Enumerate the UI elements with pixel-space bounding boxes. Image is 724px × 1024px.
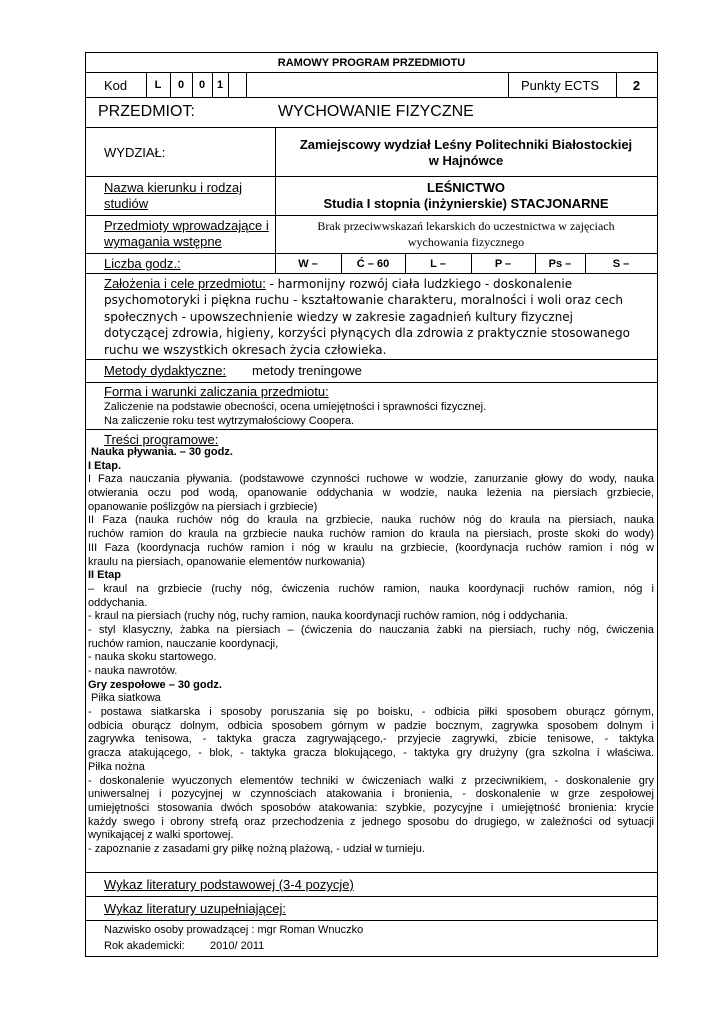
content-line: II Faza (nauka ruchów nóg do kraula na grzbiecie, nauka ruchów nóg do kraula na piersiach, nauka bbox=[88, 514, 654, 527]
kod-cell-1: L bbox=[154, 79, 162, 91]
content-line: wynikającej z walki sportowej. bbox=[88, 829, 234, 842]
content-row bbox=[86, 430, 657, 873]
field-value-line1: LEŚNICTWO bbox=[427, 180, 505, 195]
content-line: I Faza nauczania pływania. (podstawowe czynności ruchowe w wodzie, zanurzanie głowy do wody, nauka bbox=[88, 473, 654, 486]
code-row bbox=[86, 73, 657, 98]
content-line: opanowanie poślizgów na piersiach i grzbiecie) bbox=[88, 500, 318, 513]
content-line: Nauka pływania. – 30 godz. bbox=[88, 446, 233, 458]
goals-line2: psychomotoryki i piękna ruchu - kształtowanie charakteru, moralności i woli oraz cech bbox=[104, 293, 623, 308]
subject-value: WYCHOWANIE FIZYCZNE bbox=[278, 103, 474, 120]
content-line: – kraul na grzbiecie (ruchy nóg, ćwiczenia ruchów ramion, nauka koordynacji ruchów ramion, nóg i bbox=[88, 582, 654, 595]
assessment-label: Forma i warunki zaliczania przedmiotu: bbox=[104, 384, 329, 399]
content-line: Piłka siatkowa bbox=[88, 692, 161, 705]
goals-line3: społecznych - upowszechnienie wiedzy w zakresie zagadnień kultury fizycznej bbox=[104, 309, 574, 324]
methods-label: Metody dydaktyczne: bbox=[104, 363, 227, 378]
field-label-line1: Nazwa kierunku i rodzaj bbox=[104, 180, 243, 195]
field-value-line2: Studia I stopnia (inżynierskie) STACJONARNE bbox=[323, 196, 609, 211]
prereq-label-line2: wymagania wstępne bbox=[104, 234, 222, 249]
title-row bbox=[86, 53, 657, 73]
methods-value: metody treningowe bbox=[252, 363, 362, 378]
assessment-line2: Na zaliczenie roku test wytrzymałościowy Coopera. bbox=[104, 415, 355, 427]
document-title: RAMOWY PROGRAM PRZEDMIOTU bbox=[277, 57, 466, 69]
content-line: - zapoznanie z zasadami gry piłkę nożną plażową, - udział w turnieju. bbox=[88, 842, 425, 855]
footer-row bbox=[86, 921, 657, 956]
year-label: Rok akademicki: bbox=[104, 940, 185, 952]
goals-line4: dotyczącej zdrowia, higieny, korzyści płynących dla zdrowia z praktycznie stosowanego bbox=[104, 326, 630, 341]
kod-cell-3: 0 bbox=[198, 79, 206, 91]
literature-extra-row bbox=[86, 897, 657, 921]
hours-ps: Ps – bbox=[548, 258, 572, 270]
hours-c: Ć – 60 bbox=[356, 258, 390, 270]
prereq-label-line1: Przedmioty wprowadzające i bbox=[104, 218, 269, 233]
faculty-row bbox=[86, 128, 657, 177]
content-line: - styl klasyczny, żabka na piersiach – (ćwiczenia do nauczania żabki na piersiach, ruchy nóg, ćwiczenia bbox=[88, 623, 654, 636]
content-line: uniwersalnej i pozycyjnej w czynnościach atakowania i bronienia, - doskonalenie w grze zespołowej bbox=[88, 788, 654, 801]
kod-cell-2: 0 bbox=[177, 79, 185, 91]
content-line: odbicia oburącz dolnym, odbicia sposobem górnym w padzie bocznym, zagrywka sposobem dolnym i bbox=[88, 719, 654, 732]
content-line: III Faza (koordynacja ruchów ramion i nóg w kraulu na grzbiecie, (koordynacja ruchów ramion i nóg w bbox=[88, 541, 654, 554]
hours-l: L – bbox=[430, 258, 446, 270]
ects-value: 2 bbox=[632, 78, 641, 93]
faculty-value-line2: w Hajnówce bbox=[428, 153, 504, 168]
program-document bbox=[85, 52, 658, 957]
content-line: - nauka skoku startowego. bbox=[88, 651, 217, 664]
content-line: - kraul na piersiach (ruchy nóg, ruchy ramion, nauka koordynacji ruchów ramion, nóg i oddychania. bbox=[88, 610, 568, 623]
goals-line1: - harmonijny rozwój ciała ludzkiego - doskonalenie bbox=[269, 277, 573, 291]
literature-basic-label: Wykaz literatury podstawowej (3-4 pozycje) bbox=[104, 877, 354, 892]
faculty-value-line1: Zamiejscowy wydział Leśny Politechniki Białostockiej bbox=[299, 137, 633, 152]
ects-label: Punkty ECTS bbox=[521, 78, 600, 93]
assessment-row bbox=[86, 383, 657, 430]
content-lines bbox=[88, 446, 654, 857]
content-line: każdy swego i obrony strefą oraz przechodzenia z jednego sposobu do drugiego, w zależności od sytuacji bbox=[88, 815, 654, 828]
prereq-value-line2: wychowania fizycznego bbox=[407, 235, 525, 249]
content-line: I Etap. bbox=[88, 459, 122, 472]
hours-label: Liczba godz.: bbox=[104, 256, 181, 271]
goals-block bbox=[104, 276, 649, 358]
content-line: Piłka nożna bbox=[88, 760, 145, 773]
subject-row bbox=[86, 98, 657, 128]
prereq-value-line1: Brak przeciwwskazań lekarskich do uczestnictwa w zajęciach bbox=[317, 219, 615, 233]
assessment-line1: Zaliczenie na podstawie obecności, ocena umiejętności i sprawności fizycznej. bbox=[104, 401, 487, 413]
year-value: 2010/ 2011 bbox=[210, 940, 265, 952]
content-label: Treści programowe: bbox=[104, 432, 219, 447]
prereq-row bbox=[86, 216, 657, 254]
content-line: umiejętności stosowania dwóch sposobów atakowania: szybkie, pozycyjne i umiejętność bronienia: krycie bbox=[88, 801, 654, 814]
literature-extra-label: Wykaz literatury uzupełniającej: bbox=[104, 901, 286, 916]
content-line: ruchów ramion do kraula na grzbiecie nauka ruchów ramion do kraula na piersiach, proste skoki do wody) bbox=[88, 528, 654, 541]
hours-w: W – bbox=[298, 258, 318, 270]
content-line: II Etap bbox=[88, 569, 122, 582]
goals-label: Założenia i cele przedmiotu: bbox=[104, 276, 266, 291]
content-line: - nauka nawrotów. bbox=[88, 665, 178, 677]
content-line: kraulu na piersiach, opanowanie elementów nurkowania) bbox=[88, 555, 365, 568]
methods-row bbox=[86, 360, 657, 383]
content-line: - doskonalenie wyuczonych elementów techniki w ćwiczeniach walki z przeciwnikiem, - doskonalenie gry bbox=[88, 774, 654, 787]
subject-label: PRZEDMIOT: bbox=[98, 103, 195, 120]
goals-row bbox=[86, 274, 657, 360]
field-label-line2: studiów bbox=[104, 196, 149, 211]
faculty-label: WYDZIAŁ: bbox=[104, 145, 166, 160]
field-row bbox=[86, 177, 657, 216]
goals-line5: ruchu we wszystkich okresach życia człowieka. bbox=[104, 342, 387, 357]
teacher-line: Nazwisko osoby prowadzącej : mgr Roman Wnuczko bbox=[104, 924, 364, 936]
content-line: zagrywka tenisowa, - taktyka gracza zagrywającego,- przyjecie zagrywki, zbicie tenisowe, - taktyka bbox=[88, 733, 654, 746]
content-line: ruchów ramion, nauczanie koordynacji, bbox=[88, 637, 279, 650]
hours-s: S – bbox=[612, 258, 630, 270]
content-line: gracza atakującego, - blok, - taktyka gracza blokującego, - taktyka gry drużyny (gra szkolna i właściwa. bbox=[88, 747, 654, 760]
kod-cell-4: 1 bbox=[216, 79, 224, 91]
content-line: oddychania. bbox=[88, 596, 148, 609]
kod-label: Kod bbox=[104, 78, 128, 93]
hours-p: P – bbox=[494, 258, 512, 270]
hours-row bbox=[86, 254, 657, 274]
content-line: otwierania oczu pod wodą, opanowanie oddychania w wodzie, nauka leżenia na piersiach grzbiecie, bbox=[88, 487, 654, 500]
content-line: - postawa siatkarska i sposoby poruszania się po boisku, - odbicia piłki sposobem oburącz górnym, bbox=[88, 706, 654, 719]
content-line: Gry zespołowe – 30 godz. bbox=[88, 678, 222, 691]
literature-basic-row bbox=[86, 873, 657, 897]
